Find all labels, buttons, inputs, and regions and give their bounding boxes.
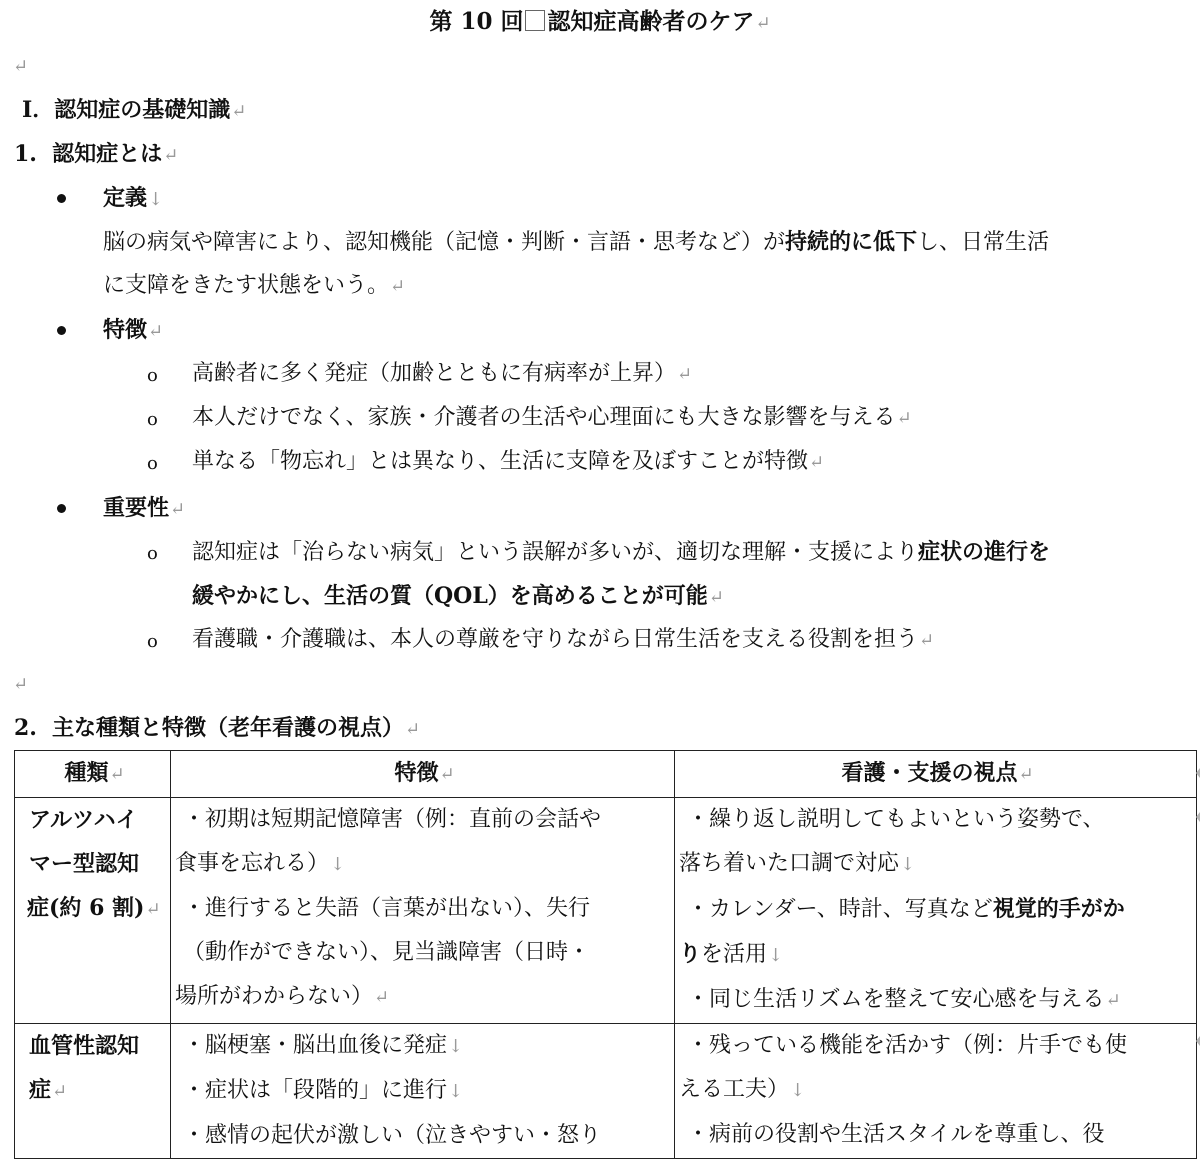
paragraph-mark-icon: ↵: [404, 719, 421, 740]
empty-paragraph: [12, 662, 28, 706]
sub-bullet-icon: o: [147, 631, 158, 652]
text-segment: 認知症は「治らない病気」という誤解が多いが、適切な理解・支援により: [192, 540, 919, 565]
section-heading: [22, 88, 246, 132]
title-main: 認知症高齢者のケア: [547, 8, 755, 35]
row-end-mark-icon: [1196, 1036, 1200, 1046]
heading-number: 2.: [14, 715, 37, 741]
definition-text-line-2: [103, 264, 405, 308]
document-title: [0, 0, 1200, 44]
paragraph-mark-icon: ↵: [13, 56, 29, 77]
subsection-heading-2: [14, 706, 420, 750]
sub-bullet-icon: o: [147, 409, 158, 430]
line-break-mark-icon: ↓: [148, 189, 164, 210]
line-break-mark-icon: ↓: [448, 1081, 464, 1102]
cell-text: ・残っている機能を活かす（例：片手でも使: [687, 1033, 1128, 1058]
paragraph-mark-icon: ↵: [52, 1081, 68, 1102]
placeholder-box-icon: [525, 10, 545, 31]
cell-text: （動作ができない）、見当識障害（日時・: [183, 940, 591, 965]
list-item-text: 高齢者に多く発症（加齢とともに有病率が上昇）: [192, 361, 677, 386]
paragraph-mark-icon: ↵: [374, 987, 390, 1008]
paragraph-mark-icon: ↵: [708, 587, 724, 608]
line-break-mark-icon: ↓: [768, 945, 784, 966]
line-break-mark-icon: ↓: [448, 1036, 464, 1057]
sub-bullet-icon: o: [147, 453, 158, 474]
dementia-types-table: [14, 750, 1197, 1159]
header-text: 特徴: [394, 760, 439, 786]
features-cell-alzheimer: [171, 798, 675, 1024]
features-item-2: [192, 396, 912, 440]
table-row: [15, 798, 1197, 1024]
sub-bullet-icon: o: [147, 543, 158, 564]
bold-cell-text: り: [679, 941, 702, 967]
cell-text: ・カレンダー、時計、写真など: [687, 897, 993, 922]
paragraph-mark-icon: ↵: [170, 499, 186, 520]
header-features: [171, 751, 675, 798]
line-break-mark-icon: ↓: [330, 854, 346, 875]
bold-text-segment: 症状の進行を: [918, 539, 1051, 565]
bold-cell-text: 視覚的手がか: [992, 896, 1125, 922]
label-text: 重要性: [103, 495, 170, 521]
paragraph-mark-icon: ↵: [1105, 990, 1121, 1011]
cell-text: える工夫）: [679, 1077, 790, 1102]
table-row: [15, 1024, 1197, 1159]
cell-text: ・感情の起伏が激しい（泣きやすい・怒り: [183, 1123, 602, 1148]
paragraph-mark-icon: ↵: [755, 13, 771, 34]
bullet-icon: [57, 504, 66, 513]
line-break-mark-icon: ↓: [790, 1080, 806, 1101]
section-heading-text: Ⅰ．認知症の基礎知識: [22, 97, 231, 123]
paragraph-mark-icon: ↵: [677, 364, 693, 385]
support-cell-alzheimer: [675, 798, 1197, 1024]
cell-text: ・繰り返し説明してもよいという姿勢で、: [687, 807, 1105, 832]
paragraph-mark-icon: ↵: [163, 145, 179, 166]
type-cell-alzheimer: [15, 798, 171, 1024]
cell-text: ・初期は短期記憶障害（例：直前の会話や: [183, 807, 602, 832]
features-cell-vascular: [171, 1024, 675, 1159]
bullet-label-importance: [103, 486, 185, 530]
cell-text: 血管性認知: [29, 1033, 140, 1059]
bullet-label-definition: [103, 176, 163, 220]
sub-bullet-icon: o: [147, 365, 158, 386]
definition-text-line-1: [103, 220, 1049, 264]
cell-text: 食事を忘れる）: [175, 851, 330, 876]
header-text: 看護・支援の視点: [841, 760, 1018, 786]
paragraph-mark-icon: ↵: [919, 630, 935, 651]
title-prefix: 第 10 回: [429, 8, 524, 35]
header-text: 種類: [64, 760, 109, 786]
cell-end-mark-icon: ↵: [109, 764, 125, 785]
cell-text: アルツハイ: [29, 807, 138, 833]
importance-item-2: [192, 618, 934, 662]
heading-text: 主な種類と特徴（老年看護の視点）: [51, 715, 404, 741]
text-segment: に支障をきたす状態をいう。: [103, 273, 390, 298]
paragraph-mark-icon: ↵: [148, 321, 164, 342]
text-segment: し、日常生活: [917, 230, 1050, 255]
paragraph-mark-icon: ↵: [809, 452, 825, 473]
label-text: 定義: [103, 185, 148, 211]
features-item-3: [192, 440, 824, 484]
list-item-text: 看護職・介護職は、本人の尊厳を守りながら日常生活を支える役割を担う: [192, 627, 919, 652]
cell-text: を活用: [701, 942, 768, 967]
bullet-label-features: [103, 308, 163, 352]
support-cell-vascular: [675, 1024, 1197, 1159]
text-segment: 脳の病気や障害により、認知機能（記憶・判断・言語・思考など）が: [103, 230, 786, 255]
cell-text: ・進行すると失語（言葉が出ない）、失行: [183, 896, 591, 921]
subsection-heading-1: [14, 132, 178, 176]
list-item-text: 本人だけでなく、家族・介護者の生活や心理面にも大きな影響を与える: [192, 405, 896, 430]
label-text: 特徴: [103, 317, 148, 343]
cell-end-mark-icon: ↵: [439, 764, 455, 785]
paragraph-mark-icon: ↵: [145, 899, 161, 920]
line-break-mark-icon: ↓: [900, 854, 916, 875]
cell-end-mark-icon: ↵: [1018, 764, 1034, 785]
bold-text-segment: 緩やかにし、生活の質（QOL）を高めることが可能: [192, 583, 708, 609]
paragraph-mark-icon: ↵: [896, 408, 912, 429]
subsection-heading-text: 1. 認知症とは: [14, 141, 163, 167]
row-end-mark-icon: [1196, 812, 1200, 822]
table-header-row: [15, 751, 1197, 798]
cell-text: 症(約 6 割): [27, 895, 145, 921]
bullet-icon: [57, 326, 66, 335]
paragraph-mark-icon: ↵: [231, 101, 247, 122]
bold-text-segment: 持続的に低下: [785, 229, 918, 255]
cell-text: ・病前の役割や生活スタイルを尊重し、役: [687, 1122, 1105, 1147]
header-support: [675, 751, 1197, 798]
row-end-mark-icon: [1196, 768, 1200, 778]
bullet-icon: [57, 194, 66, 203]
paragraph-mark-icon: ↵: [13, 674, 29, 695]
cell-text: ・同じ生活リズムを整えて安心感を与える: [687, 987, 1105, 1012]
cell-text: 場所がわからない）: [175, 984, 374, 1009]
importance-item-1-line-2: [192, 574, 724, 618]
importance-item-1-line-1: [192, 530, 1050, 574]
cell-text: 症: [29, 1077, 52, 1103]
cell-text: ・脳梗塞・脳出血後に発症: [183, 1033, 448, 1058]
type-cell-vascular: [15, 1024, 171, 1159]
cell-text: マー型認知: [29, 851, 140, 877]
features-item-1: [192, 352, 692, 396]
cell-text: ・症状は「段階的」に進行: [183, 1078, 448, 1103]
header-type: [15, 751, 171, 798]
list-item-text: 単なる「物忘れ」とは異なり、生活に支障を及ぼすことが特徴: [192, 449, 809, 474]
cell-text: 落ち着いた口調で対応: [679, 851, 900, 876]
paragraph-mark-icon: ↵: [390, 276, 406, 297]
empty-paragraph: [12, 44, 28, 88]
